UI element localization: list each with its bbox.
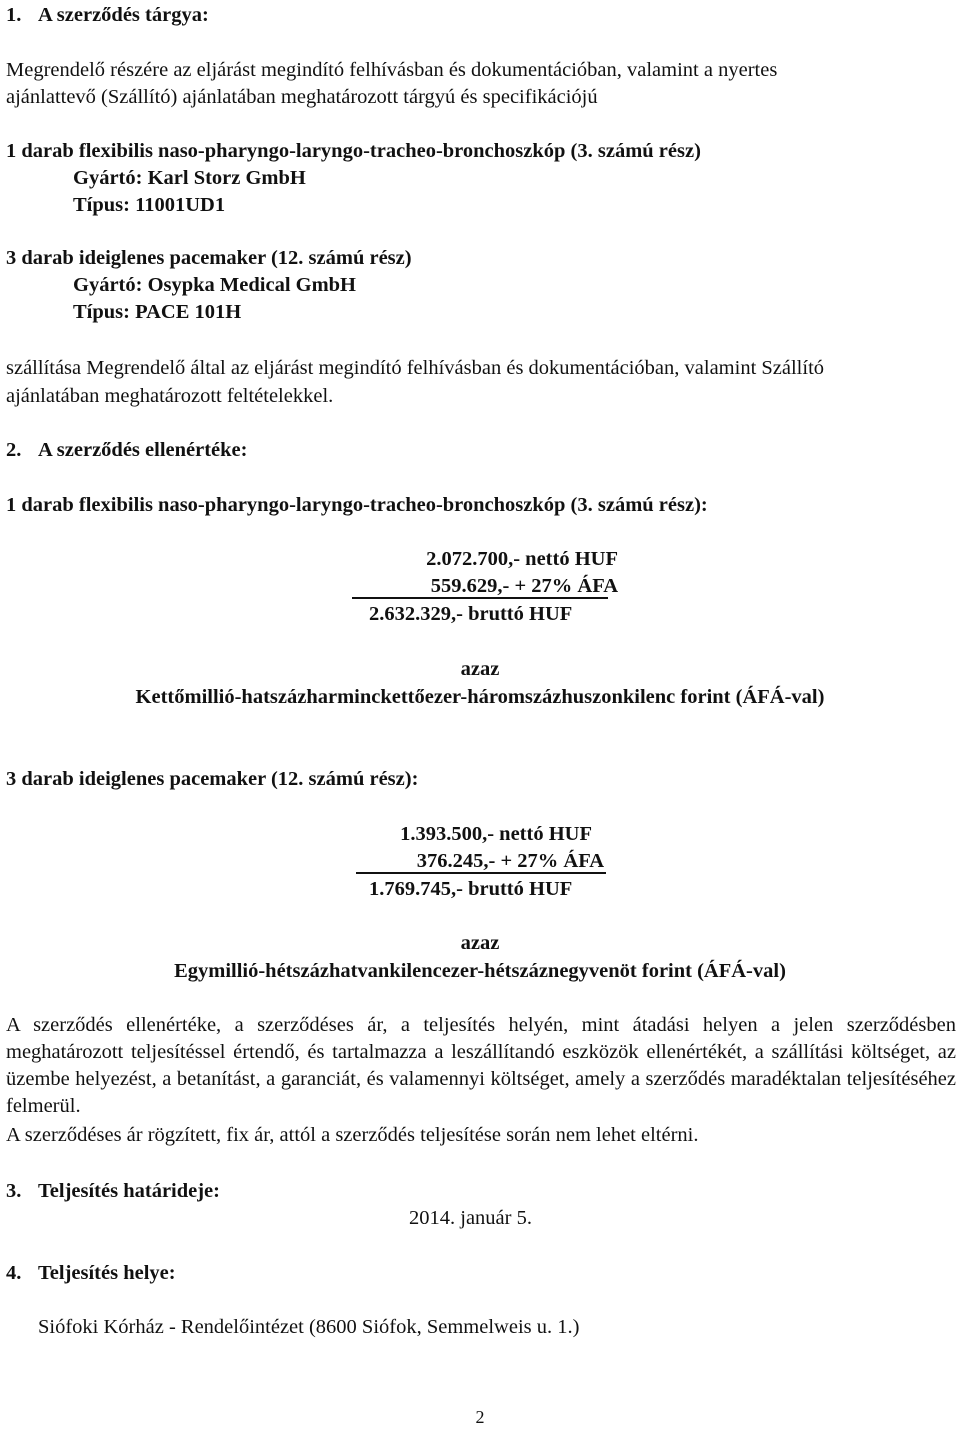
fixed-price-note: A szerződéses ár rögzített, fix ár, attól a szerződés teljesítése során nem lehet eltérni. <box>6 1124 699 1146</box>
price-1-vat: 559.629,- + 27% ÁFA <box>430 575 618 597</box>
section-2-number: 2. <box>6 439 22 461</box>
price-1-sum-line <box>352 597 608 599</box>
price-1-azaz: azaz <box>460 658 500 680</box>
item-1-type: Típus: 11001UD1 <box>73 194 226 216</box>
price-1-net: 2.072.700,- nettó HUF <box>426 548 618 570</box>
price-2-words: Egymillió-hétszázhatvankilencezer-hétszáznegyvenöt forint (ÁFÁ-val) <box>174 960 786 982</box>
section-1-closing-line2: ajánlatában meghatározott feltételekkel. <box>6 385 334 407</box>
price-2-heading: 3 darab ideiglenes pacemaker (12. számú rész): <box>6 768 419 790</box>
price-2-net: 1.393.500,- nettó HUF <box>400 823 592 845</box>
section-1-closing-line1: szállítása Megrendelő által az eljárást megindító felhívásban és dokumentációban, valamint Szállító <box>6 357 825 379</box>
item-2-title: 3 darab ideiglenes pacemaker (12. számú rész) <box>6 247 412 269</box>
price-2-gross: 1.769.745,- bruttó HUF <box>369 878 573 900</box>
item-1-title: 1 darab flexibilis naso-pharyngo-laryngo-tracheo-bronchoszkóp (3. számú rész) <box>6 140 701 162</box>
section-4-title: Teljesítés helye: <box>38 1262 176 1284</box>
section-1-intro-line2: ajánlattevő (Szállító) ajánlatában meghatározott tárgyú és specifikációjú <box>6 86 598 108</box>
section-1-number: 1. <box>6 4 22 26</box>
section-2-heading <box>6 437 247 464</box>
section-3-number: 3. <box>6 1180 22 1202</box>
section-4-heading <box>6 1260 176 1287</box>
price-2-vat: 376.245,- + 27% ÁFA <box>416 850 604 872</box>
delivery-date: 2014. január 5. <box>409 1207 532 1229</box>
price-1-gross: 2.632.329,- bruttó HUF <box>369 603 573 625</box>
price-1-words: Kettőmillió-hatszázharminckettőezer-háromszázhuszonkilenc forint (ÁFÁ-val) <box>135 686 825 708</box>
section-4-number: 4. <box>6 1262 22 1284</box>
price-1-heading: 1 darab flexibilis naso-pharyngo-laryngo-tracheo-bronchoszkóp (3. számú rész): <box>6 494 708 516</box>
price-2-sum-line <box>356 872 606 874</box>
section-1-heading <box>6 2 209 29</box>
item-1-manufacturer: Gyártó: Karl Storz GmbH <box>73 167 306 189</box>
price-2-azaz: azaz <box>460 932 500 954</box>
delivery-place: Siófoki Kórház - Rendelőintézet (8600 Siófok, Semmelweis u. 1.) <box>38 1316 580 1338</box>
section-1-intro-line1: Megrendelő részére az eljárást megindító felhívásban és dokumentációban, valamint a nyertes <box>6 59 778 81</box>
item-2-manufacturer: Gyártó: Osypka Medical GmbH <box>73 274 357 296</box>
price-explanation-paragraph: A szerződés ellenértéke, a szerződéses ár, a teljesítés helyén, mint átadási helyen a jelen szerződésben meghatározott teljesítéssel értendő, és tartalmazza a leszállítandó eszközök ellenértékét, a szállítási költséget, az üzembe helyezést, a betanítást, a garanciát, és valamennyi költséget, amely a szerződés maradéktalan teljesítéséhez felmerül. <box>6 1014 956 1117</box>
section-3-title: Teljesítés határideje: <box>38 1180 220 1202</box>
item-2-type: Típus: PACE 101H <box>73 301 242 323</box>
section-3-heading <box>6 1178 220 1205</box>
section-2-title: A szerződés ellenértéke: <box>38 439 248 461</box>
section-1-title: A szerződés tárgya: <box>38 4 209 26</box>
page-number: 2 <box>475 1407 485 1427</box>
